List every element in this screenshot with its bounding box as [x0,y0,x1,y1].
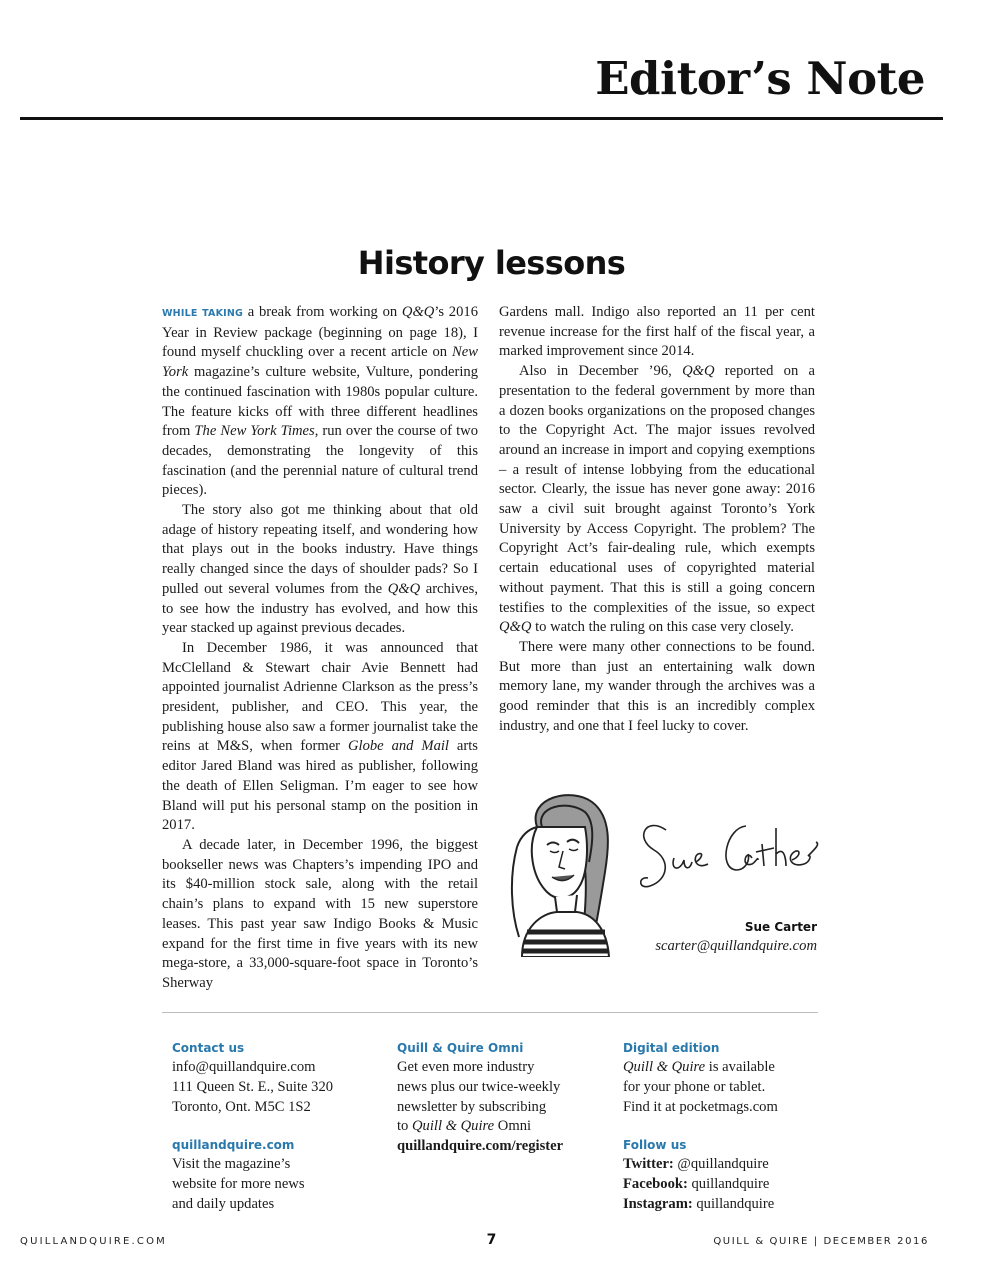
contact-email[interactable]: info@quillandquire.com [172,1059,316,1075]
follow-twitter[interactable] [623,1155,828,1175]
omni-heading: Quill & Quire Omni [397,1041,524,1055]
text-run: magazine’s culture website, Vulture, pondering the continued fascination with 1980s popular culture. The feature kicks off with three different headlines from [162,364,478,440]
website-line3: and daily updates [172,1195,275,1212]
text-run: Also in December ’96, [519,363,683,380]
text-run-italic: Q&Q [387,580,421,597]
text-run: is available [705,1059,775,1075]
website-line2: website for more news [172,1176,305,1193]
text-run-italic: Globe and Mail [347,738,449,755]
omni-line1: Get even more industry [397,1059,535,1075]
text-run: reported on a presentation to the federal government by more than a dozen books organizations on the proposed changes to the Copyright Act. The major issues revolved around an increase in import and copying exemptions – a result of intense lobbying from the educational sector. Clearly, the issue has never gone away: 2016 saw a civil suit brought against Toronto’s York University by Access Copyright. The problem? The Copyright Act’s fair-dealing rule, which exempts certain educational uses of copyrighted material without payment. That this is still a going concern testifies to the complexities of the issue, so expect [499,363,815,616]
text-run: The story also got me thinking about that old adage of history repeating itself, and wondering how that plays out in the books industry. Have things really changed since the days of shoulder pads? So I pulled out several volumes from the [162,502,478,597]
header-rule [20,117,943,120]
paragraph [162,303,478,501]
facebook-label: Facebook: [623,1176,688,1193]
digital-line3: Find it at pocketmags.com [623,1098,778,1115]
text-run-italic: The New York Times [194,423,315,440]
follow-facebook[interactable] [623,1175,828,1195]
paragraph: There were many other connections to be found. But more than just an entertaining walk down memory lane, my wander through the archives was a good reminder that this is an incredibly complex industry, and one that I feel lucky to cover. [499,638,815,734]
footer-contact-column [172,1040,377,1215]
text-run-italic: Q&Q [401,304,435,320]
lead-in: WHILE TAKING [162,308,244,319]
text-run: archives, to see how the industry has evolved, and how this year stacked up against previous decades. [162,580,478,637]
text-run-italic: Quill & Quire [623,1059,706,1075]
omni-line3: newsletter by subscribing [397,1098,547,1115]
text-run-italic: New York [162,344,478,381]
text-run: In December 1986, it was announced that McClelland & Stewart chair Avie Bennett had appointed journalist Adrienne Clarkson as the press’s president, publisher, and CEO. This year, the publishing house also saw a former journalist take the reins at M&S, when former [162,639,478,755]
instagram-label: Instagram: [623,1195,693,1212]
twitter-handle[interactable]: @quillandquire [673,1156,769,1173]
twitter-label: Twitter: [623,1156,674,1173]
paragraph: Gardens mall. Indigo also reported an 11 per cent revenue increase for the first half of the fiscal year, a marked improvement since 2014. [499,304,815,360]
website-heading[interactable]: quillandquire.com [172,1138,295,1153]
text-run: arts editor Jared Bland was hired as publisher, following the death of Ellen Seligman. I’m eager to see how Bland will put his personal stamp on the position in 2017. [162,738,478,834]
article-headline: History lessons [357,244,626,282]
article-column-right [499,303,815,736]
footer-omni-column [397,1040,602,1157]
text-run: , run over the course of two decades, demonstrating the longevity of this fascination (and the perennial nature of cultural trend pieces). [162,423,478,499]
instagram-handle[interactable]: quillandquire [692,1195,775,1212]
folio-website: QUILLANDQUIRE.COM [20,1236,167,1247]
digital-heading: Digital edition [623,1041,720,1055]
text-run: ’s 2016 Year in Review package (beginning on page 18), I found myself chuckling over a recent article on [162,304,478,361]
digital-line1 [623,1058,828,1078]
section-title: Editor’s Note [595,52,925,105]
omni-register-link[interactable] [397,1137,602,1157]
text-run: to [397,1118,412,1135]
signature-image [636,808,821,898]
omni-line2: news plus our twice-weekly [397,1078,561,1095]
author-name: Sue Carter [744,920,817,934]
text-run: to watch the ruling on this case very closely. [531,619,794,636]
contact-heading: Contact us [172,1041,245,1055]
text-run-italic: Q&Q [682,363,715,380]
author-email[interactable]: scarter@quillandquire.com [655,938,817,954]
website-line1: Visit the magazine’s [172,1156,291,1173]
paragraph [499,362,815,638]
digital-line2: for your phone or tablet. [623,1078,766,1095]
author-portrait-illustration [497,787,621,957]
paragraph [162,501,478,639]
text-run: a break from working on [243,304,402,320]
follow-heading: Follow us [623,1138,687,1153]
footer-digital-column [623,1040,828,1215]
omni-line4 [397,1117,602,1137]
text-run-italic: Quill & Quire [412,1118,495,1135]
footer-rule [162,1012,818,1013]
page-number: 7 [486,1232,497,1248]
text-run-italic: Q&Q [499,619,532,636]
text-run: Omni [494,1118,532,1135]
link-text[interactable]: quillandquire.com/register [397,1138,564,1155]
folio-issue: QUILL & QUIRE | DECEMBER 2016 [713,1236,929,1247]
facebook-handle[interactable]: quillandquire [687,1176,770,1193]
paragraph: A decade later, in December 1996, the biggest bookseller news was Chapters’s impending IPO and its $40-million stock sale, along with the retail chain’s plans to expand with 15 new superstore leases. This past year saw Indigo Books & Music expand for the first time in five years with its new mega-store, a 33,000-square-foot space in Toronto’s Sherway [162,836,478,991]
article-column-left [162,303,478,994]
paragraph [162,639,478,836]
contact-address-line1: 111 Queen St. E., Suite 320 [172,1078,334,1095]
contact-address-line2: Toronto, Ont. M5C 1S2 [172,1098,311,1115]
follow-instagram[interactable] [623,1195,828,1215]
